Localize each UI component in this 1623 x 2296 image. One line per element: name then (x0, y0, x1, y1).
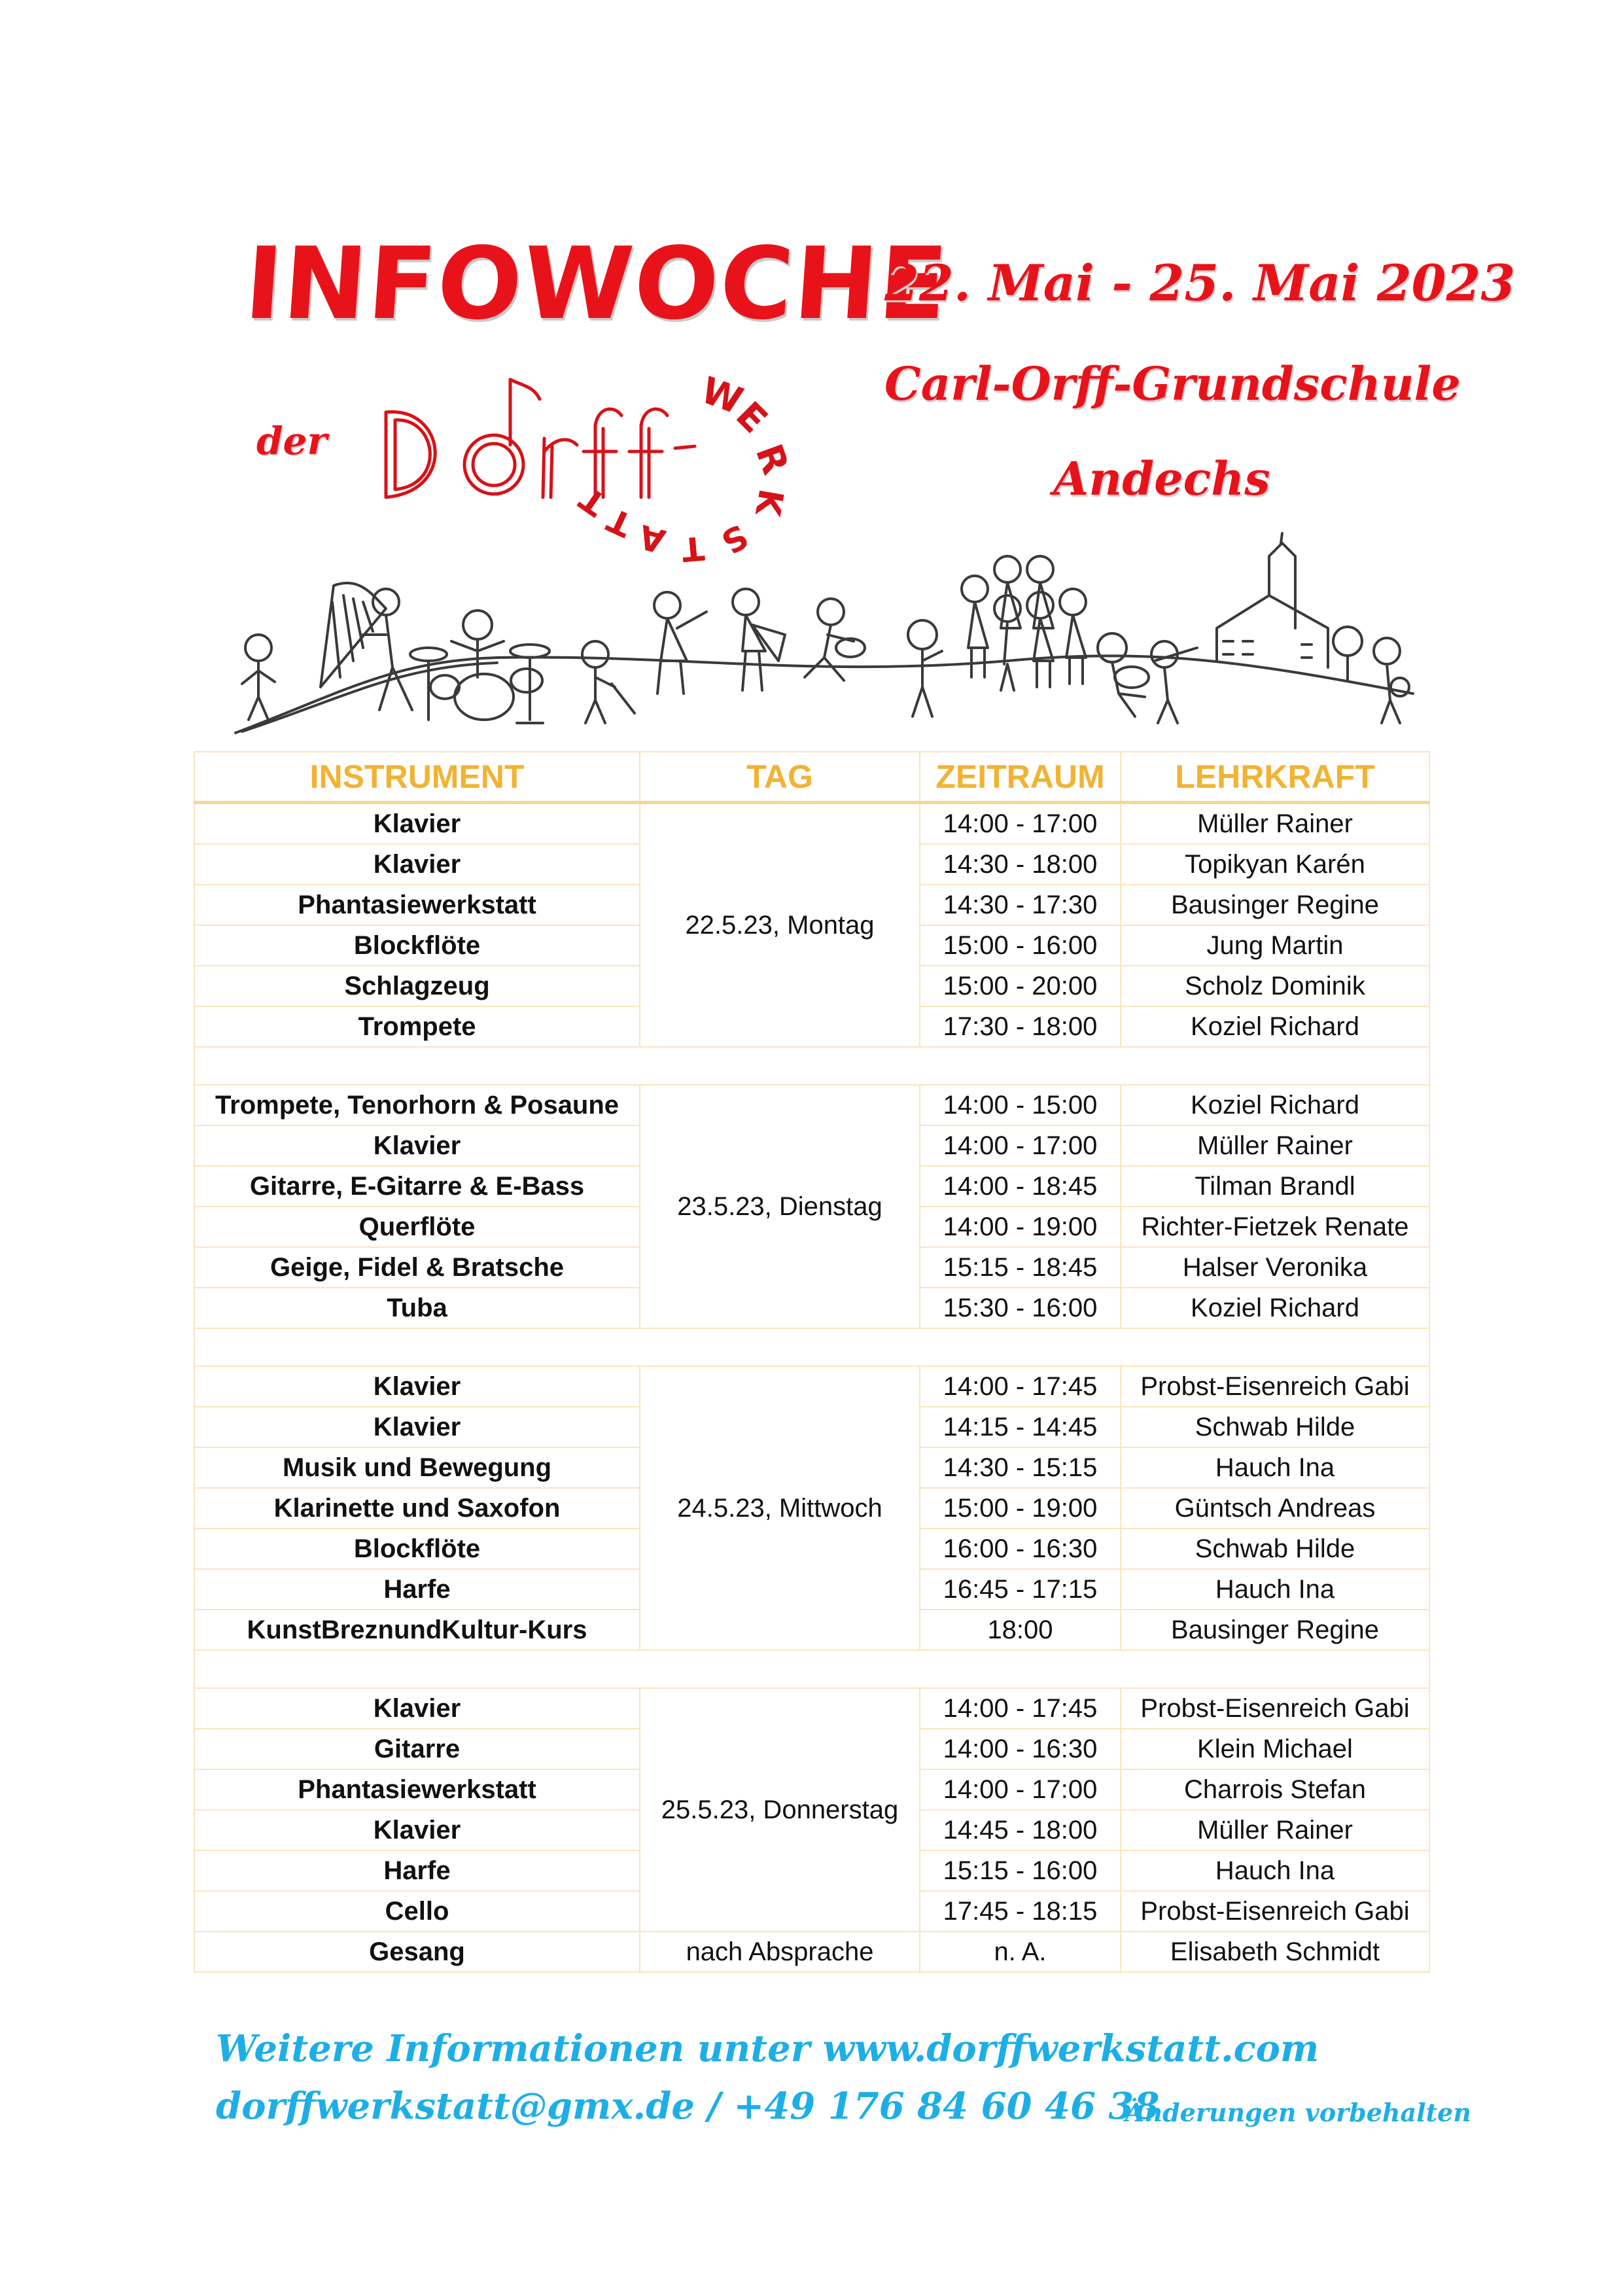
time-cell: 15:00 - 16:00 (920, 925, 1121, 966)
teacher-cell: Hauch Ina (1121, 1569, 1429, 1610)
instrument-cell: Klavier (194, 803, 640, 845)
time-cell: n. A. (920, 1932, 1121, 1972)
page-title: INFOWOCHE (241, 226, 952, 342)
school-name: Carl-Orff-Grundschule (884, 357, 1461, 411)
time-cell: 14:00 - 18:45 (920, 1166, 1121, 1207)
svg-text:K: K (747, 486, 791, 519)
teacher-cell: Probst-Eisenreich Gabi (1121, 1366, 1429, 1407)
instrument-cell: Musik und Bewegung (194, 1447, 640, 1488)
time-cell: 15:00 - 20:00 (920, 966, 1121, 1006)
svg-text:T: T (572, 479, 613, 523)
instrument-cell: Querflöte (194, 1207, 640, 1247)
time-cell: 14:00 - 17:00 (920, 803, 1121, 845)
instrument-cell: Harfe (194, 1850, 640, 1891)
time-cell: 14:00 - 19:00 (920, 1207, 1121, 1247)
header-lehrkraft: LEHRKRAFT (1121, 752, 1429, 803)
table-row (194, 1932, 1429, 1972)
teacher-cell: Elisabeth Schmidt (1121, 1932, 1429, 1972)
spacer-cell (194, 1328, 1429, 1366)
instrument-cell: Trompete, Tenorhorn & Posaune (194, 1085, 640, 1125)
group-spacer (194, 1650, 1429, 1688)
table-row (194, 1366, 1429, 1407)
time-cell: 14:30 - 17:30 (920, 885, 1121, 925)
teacher-cell: Schwab Hilde (1121, 1528, 1429, 1569)
time-cell: 14:00 - 17:45 (920, 1366, 1121, 1407)
time-cell: 14:00 - 15:00 (920, 1085, 1121, 1125)
website-info: Weitere Informationen unter www.dorffwerkstatt.com (216, 2027, 1319, 2070)
instrument-cell: Klavier (194, 1688, 640, 1729)
spacer-cell (194, 1047, 1429, 1085)
contact-info: dorffwerkstatt@gmx.de / +49 176 84 60 46 38 (216, 2085, 1160, 2128)
svg-text:R: R (746, 438, 797, 480)
changes-note: Änderungen vorbehalten (1125, 2098, 1471, 2127)
time-cell: 15:00 - 19:00 (920, 1488, 1121, 1528)
instrument-cell: Klavier (194, 1125, 640, 1166)
instrument-cell: Klavier (194, 1366, 640, 1407)
event-dates: 22. Mai - 25. Mai 2023 (884, 254, 1516, 312)
teacher-cell: Tilman Brandl (1121, 1166, 1429, 1207)
instrument-cell: Klavier (194, 1407, 640, 1447)
instrument-cell: Blockflöte (194, 1528, 640, 1569)
instrument-cell: Klavier (194, 1810, 640, 1850)
time-cell: 14:30 - 18:00 (920, 844, 1121, 885)
day-cell: nach Absprache (640, 1932, 920, 1972)
instrument-cell: Phantasiewerkstatt (194, 1769, 640, 1810)
teacher-cell: Charrois Stefan (1121, 1769, 1429, 1810)
teacher-cell: Güntsch Andreas (1121, 1488, 1429, 1528)
instrument-cell: Harfe (194, 1569, 640, 1610)
time-cell: 15:30 - 16:00 (920, 1288, 1121, 1328)
time-cell: 16:45 - 17:15 (920, 1569, 1121, 1610)
header-zeitraum: ZEITRAUM (920, 752, 1121, 803)
time-cell: 14:00 - 17:00 (920, 1125, 1121, 1166)
table-row (194, 1688, 1429, 1729)
table-row (194, 1085, 1429, 1125)
time-cell: 15:15 - 16:00 (920, 1850, 1121, 1891)
time-cell: 17:30 - 18:00 (920, 1006, 1121, 1047)
teacher-cell: Müller Rainer (1121, 803, 1429, 845)
instrument-cell: Gesang (194, 1932, 640, 1972)
teacher-cell: Koziel Richard (1121, 1085, 1429, 1125)
header-instrument: INSTRUMENT (194, 752, 640, 803)
musicians-illustration (222, 537, 1426, 739)
teacher-cell: Koziel Richard (1121, 1288, 1429, 1328)
time-cell: 15:15 - 18:45 (920, 1247, 1121, 1288)
instrument-cell: Cello (194, 1891, 640, 1932)
svg-text:T: T (680, 529, 707, 569)
instrument-cell: Klarinette und Saxofon (194, 1488, 640, 1528)
day-cell: 23.5.23, Dienstag (640, 1085, 920, 1328)
teacher-cell: Hauch Ina (1121, 1447, 1429, 1488)
svg-text:E: E (727, 393, 776, 442)
svg-text:S: S (714, 516, 754, 561)
instrument-cell: Geige, Fidel & Bratsche (194, 1247, 640, 1288)
time-cell: 14:15 - 14:45 (920, 1407, 1121, 1447)
school-location: Andechs (1053, 451, 1270, 506)
teacher-cell: Jung Martin (1121, 925, 1429, 966)
schedule-body (194, 803, 1429, 1973)
schedule-table (194, 751, 1430, 1973)
svg-text:A: A (635, 517, 670, 561)
teacher-cell: Topikyan Karén (1121, 844, 1429, 885)
instrument-cell: KunstBreznundKultur-Kurs (194, 1610, 640, 1650)
time-cell: 14:00 - 16:30 (920, 1729, 1121, 1769)
teacher-cell: Richter-Fietzek Renate (1121, 1207, 1429, 1247)
teacher-cell: Probst-Eisenreich Gabi (1121, 1891, 1429, 1932)
time-cell: 14:45 - 18:00 (920, 1810, 1121, 1850)
header-tag: TAG (640, 752, 920, 803)
day-cell: 22.5.23, Montag (640, 803, 920, 1048)
instrument-cell: Blockflöte (194, 925, 640, 966)
teacher-cell: Koziel Richard (1121, 1006, 1429, 1047)
svg-text:W: W (695, 369, 748, 423)
teacher-cell: Bausinger Regine (1121, 885, 1429, 925)
day-cell: 24.5.23, Mittwoch (640, 1366, 920, 1650)
time-cell: 16:00 - 16:30 (920, 1528, 1121, 1569)
table-row (194, 803, 1429, 845)
instrument-cell: Phantasiewerkstatt (194, 885, 640, 925)
teacher-cell: Probst-Eisenreich Gabi (1121, 1688, 1429, 1729)
instrument-cell: Klavier (194, 844, 640, 885)
instrument-cell: Schlagzeug (194, 966, 640, 1006)
teacher-cell: Scholz Dominik (1121, 966, 1429, 1006)
teacher-cell: Klein Michael (1121, 1729, 1429, 1769)
teacher-cell: Hauch Ina (1121, 1850, 1429, 1891)
dorff-werkstatt-logo (373, 340, 797, 569)
svg-text:T: T (601, 500, 638, 544)
time-cell: 14:00 - 17:00 (920, 1769, 1121, 1810)
time-cell: 14:00 - 17:45 (920, 1688, 1121, 1729)
spacer-cell (194, 1650, 1429, 1688)
time-cell: 14:30 - 15:15 (920, 1447, 1121, 1488)
instrument-cell: Trompete (194, 1006, 640, 1047)
teacher-cell: Schwab Hilde (1121, 1407, 1429, 1447)
instrument-cell: Tuba (194, 1288, 640, 1328)
instrument-cell: Gitarre, E-Gitarre & E-Bass (194, 1166, 640, 1207)
table-header-row (194, 752, 1429, 803)
time-cell: 17:45 - 18:15 (920, 1891, 1121, 1932)
group-spacer (194, 1328, 1429, 1366)
teacher-cell: Müller Rainer (1121, 1125, 1429, 1166)
teacher-cell: Bausinger Regine (1121, 1610, 1429, 1650)
teacher-cell: Halser Veronika (1121, 1247, 1429, 1288)
der-label: der (256, 419, 328, 463)
instrument-cell: Gitarre (194, 1729, 640, 1769)
group-spacer (194, 1047, 1429, 1085)
teacher-cell: Müller Rainer (1121, 1810, 1429, 1850)
time-cell: 18:00 (920, 1610, 1121, 1650)
day-cell: 25.5.23, Donnerstag (640, 1688, 920, 1932)
